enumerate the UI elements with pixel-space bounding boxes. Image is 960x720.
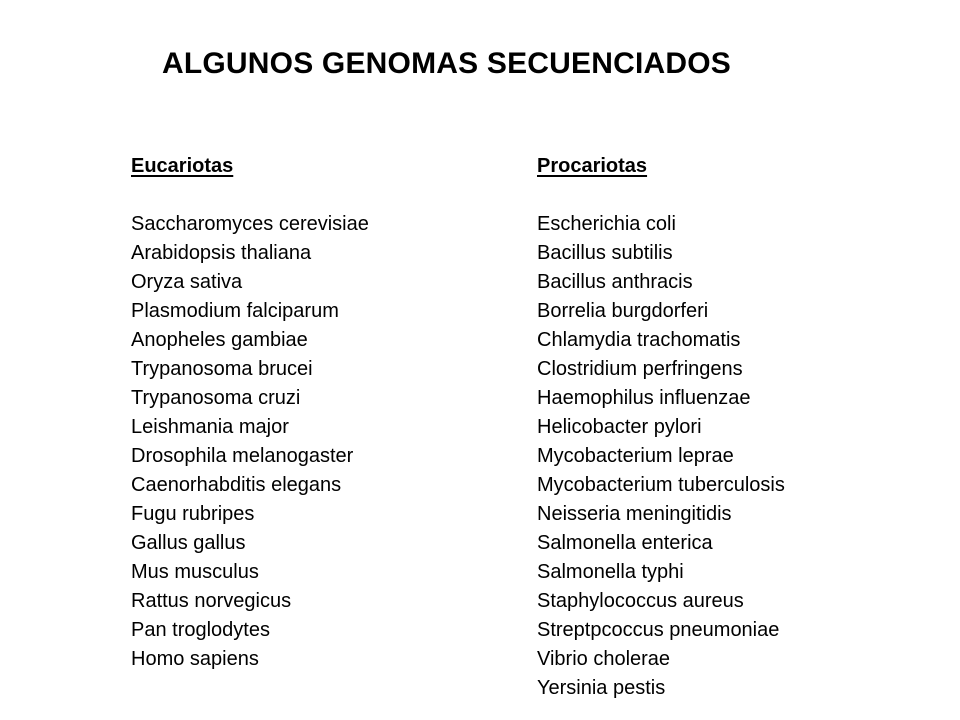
eukaryote-item: Mus musculus [131,561,259,583]
slide-title: ALGUNOS GENOMAS SECUENCIADOS [162,47,731,80]
prokaryote-item: Streptpcoccus pneumoniae [537,619,780,641]
prokaryotes-header: Procariotas [537,155,648,177]
prokaryote-item: Mycobacterium tuberculosis [537,474,785,496]
eukaryote-item: Saccharomyces cerevisiae [131,213,369,235]
prokaryote-item: Bacillus anthracis [537,271,693,293]
eukaryotes-list [131,210,369,674]
prokaryote-item: Mycobacterium leprae [537,445,734,467]
eukaryote-item: Caenorhabditis elegans [131,474,342,496]
eukaryotes-header: Eucariotas [131,155,234,177]
prokaryote-item: Helicobacter pylori [537,416,702,438]
prokaryote-item: Yersinia pestis [537,677,666,699]
eukaryote-item: Plasmodium falciparum [131,300,339,322]
eukaryote-item: Fugu rubripes [131,503,255,525]
eukaryote-item: Trypanosoma brucei [131,358,313,380]
prokaryote-item: Salmonella enterica [537,532,713,554]
prokaryote-item: Borrelia burgdorferi [537,300,709,322]
prokaryote-item: Salmonella typhi [537,561,684,583]
eukaryotes-column [131,152,369,674]
prokaryote-item: Bacillus subtilis [537,242,673,264]
prokaryotes-column [537,152,785,703]
prokaryote-item: Vibrio cholerae [537,648,671,670]
prokaryote-item: Escherichia coli [537,213,676,235]
eukaryote-item: Arabidopsis thaliana [131,242,312,264]
eukaryote-item: Gallus gallus [131,532,246,554]
prokaryote-item: Chlamydia trachomatis [537,329,741,351]
prokaryote-item: Neisseria meningitidis [537,503,732,525]
prokaryote-item: Haemophilus influenzae [537,387,751,409]
eukaryote-item: Anopheles gambiae [131,329,308,351]
eukaryote-item: Homo sapiens [131,648,259,670]
eukaryote-item: Trypanosoma cruzi [131,387,301,409]
eukaryote-item: Drosophila melanogaster [131,445,354,467]
eukaryote-item: Pan troglodytes [131,619,270,641]
prokaryote-item: Clostridium perfringens [537,358,743,380]
eukaryote-item: Oryza sativa [131,271,243,293]
prokaryote-item: Staphylococcus aureus [537,590,744,612]
eukaryote-item: Leishmania major [131,416,289,438]
prokaryotes-list [537,210,785,703]
eukaryote-item: Rattus norvegicus [131,590,292,612]
